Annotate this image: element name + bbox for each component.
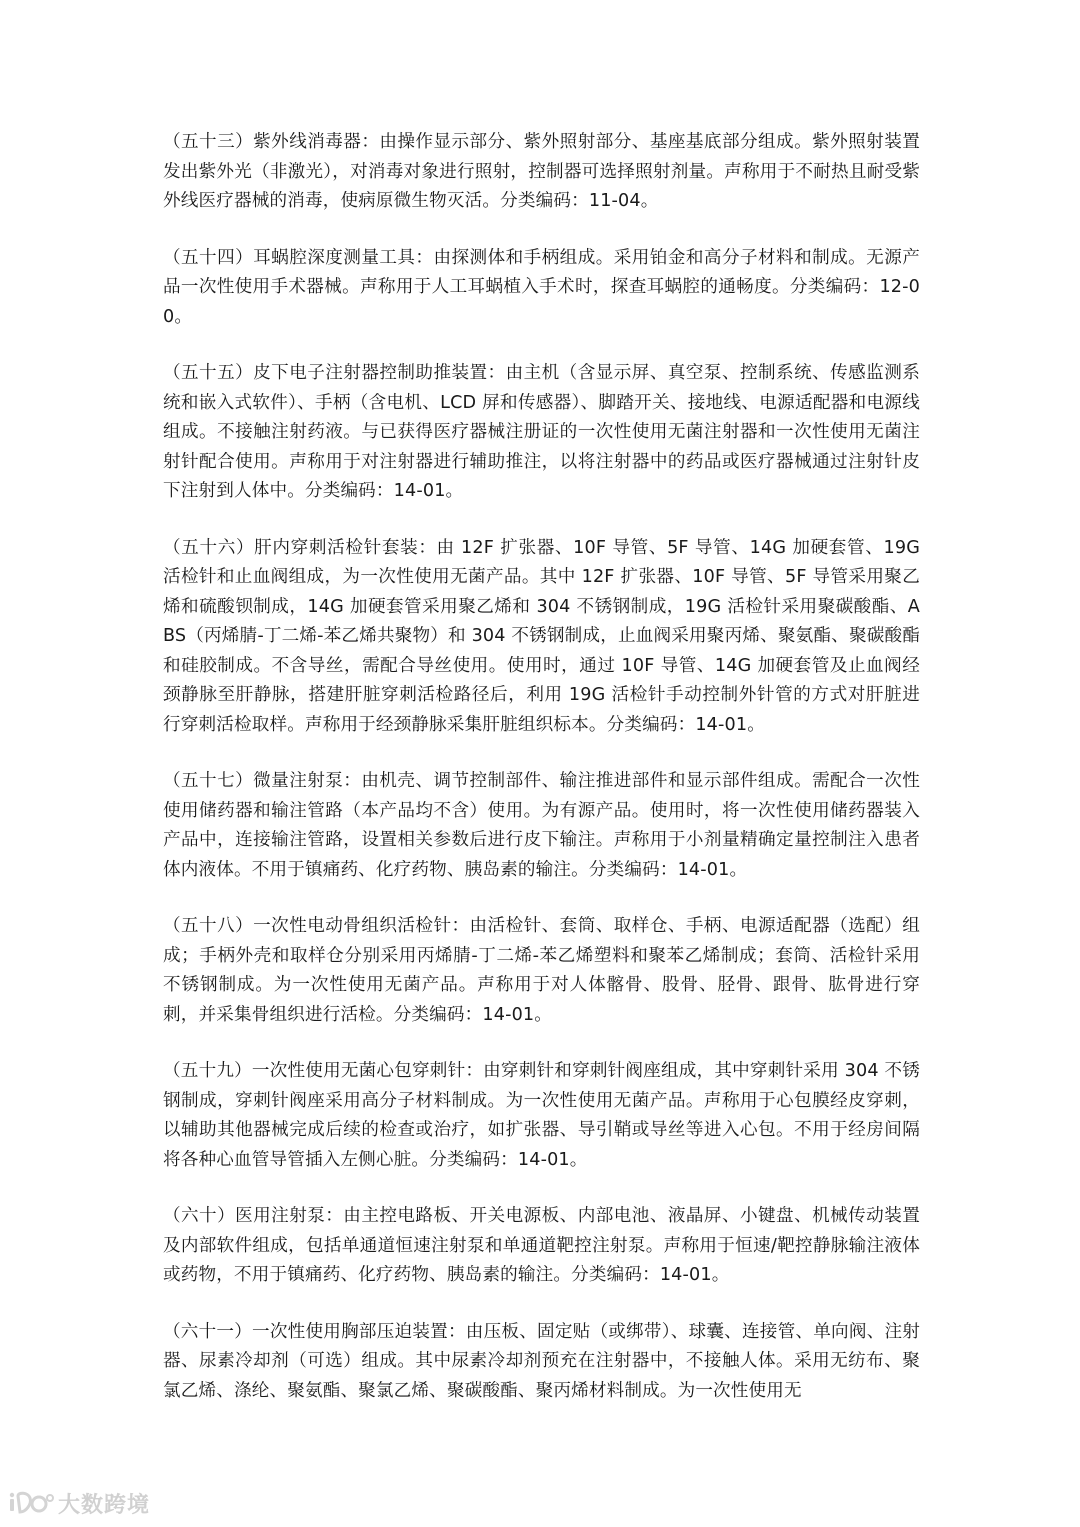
watermark-text: 大数跨境 [58, 1493, 151, 1518]
ibd-logo-icon [8, 1490, 54, 1518]
watermark [8, 1488, 150, 1519]
paragraph-58: （五十八）一次性电动骨组织活检针：由活检针、套筒、取样仓、手柄、电源适配器（选配）组成；手柄外壳和取样仓分别采用丙烯腈-丁二烯-苯乙烯塑料和聚苯乙烯制成；套筒、活检针采用不锈钢制成。为一次性使用无菌产品。声称用于对人体髂骨、股骨、胫骨、跟骨、肱骨进行穿刺，并采集骨组织进行活检。分类编码：14-01。 [163, 916, 920, 1025]
document-body [163, 128, 920, 1433]
paragraph-56: （五十六）肝内穿刺活检针套装：由 12F 扩张器、10F 导管、5F 导管、14G 加硬套管、19G 活检针和止血阀组成，为一次性使用无菌产品。其中 12F 扩张器、10F 导管、5F 导管采用聚乙烯和硫酸钡制成，14G 加硬套管采用聚乙烯和 304 不锈钢制成，19G 活检针采用聚碳酸酯、ABS（丙烯腈-丁二烯-苯乙烯共聚物）和 304 不锈钢制成，止血阀采用聚丙烯、聚氨酯、聚碳酸酯和硅胶制成。不含导丝，需配合导丝使用。使用时，通过 10F 导管、14G 加硬套管及止血阀经颈静脉至肝静脉，搭建肝脏穿刺活检路径后，利用 19G 活检针手动控制外针管的方式对肝脏进行穿刺活检取样。声称用于经颈静脉采集肝脏组织标本。分类编码：14-01。 [163, 537, 920, 735]
paragraph-53: （五十三）紫外线消毒器：由操作显示部分、紫外照射部分、基座基底部分组成。紫外照射装置发出紫外光（非激光），对消毒对象进行照射，控制器可选择照射剂量。声称用于不耐热且耐受紫外线医疗器械的消毒，使病原微生物灭活。分类编码：11-04。 [163, 132, 920, 211]
paragraph-59: （五十九）一次性使用无菌心包穿刺针：由穿刺针和穿刺针阀座组成，其中穿刺针采用 304 不锈钢制成，穿刺针阀座采用高分子材料制成。为一次性使用无菌产品。声称用于心包膜经皮穿刺，以辅助其他器械完成后续的检查或治疗，如扩张器、导引鞘或导丝等进入心包。不用于经房间隔将各种心血管导管插入左侧心脏。分类编码：14-01。 [163, 1061, 920, 1170]
paragraph-54: （五十四）耳蜗腔深度测量工具：由探测体和手柄组成。采用铂金和高分子材料和制成。无源产品一次性使用手术器械。声称用于人工耳蜗植入手术时，探查耳蜗腔的通畅度。分类编码：12-00。 [163, 247, 920, 327]
paragraph-55: （五十五）皮下电子注射器控制助推装置：由主机（含显示屏、真空泵、控制系统、传感监测系统和嵌入式软件）、手柄（含电机、LCD 屏和传感器）、脚踏开关、接地线、电源适配器和电源线组成。不接触注射药液。与已获得医疗器械注册证的一次性使用无菌注射器和一次性使用无菌注射针配合使用。声称用于对注射器进行辅助推注，以将注射器中的药品或医疗器械通过注射针皮下注射到人体中。分类编码：14-01。 [163, 363, 920, 501]
paragraph-57: （五十七）微量注射泵：由机壳、调节控制部件、输注推进部件和显示部件组成。需配合一次性使用储药器和输注管路（本产品均不含）使用。为有源产品。使用时，将一次性使用储药器装入产品中，连接输注管路，设置相关参数后进行皮下输注。声称用于小剂量精确定量控制注入患者体内液体。不用于镇痛药、化疗药物、胰岛素的输注。分类编码：14-01。 [163, 771, 920, 880]
paragraph-60: （六十）医用注射泵：由主控电路板、开关电源板、内部电池、液晶屏、小键盘、机械传动装置及内部软件组成，包括单通道恒速注射泵和单通道靶控注射泵。声称用于恒速/靶控静脉输注液体或药物，不用于镇痛药、化疗药物、胰岛素的输注。分类编码：14-01。 [163, 1206, 920, 1285]
paragraph-61: （六十一）一次性使用胸部压迫装置：由压板、固定贴（或绑带）、球囊、连接管、单向阀、注射器、尿素冷却剂（可选）组成。其中尿素冷却剂预充在注射器中，不接触人体。采用无纺布、聚氯乙烯、涤纶、聚氨酯、聚氯乙烯、聚碳酸酯、聚丙烯材料制成。为一次性使用无 [163, 1321, 920, 1401]
